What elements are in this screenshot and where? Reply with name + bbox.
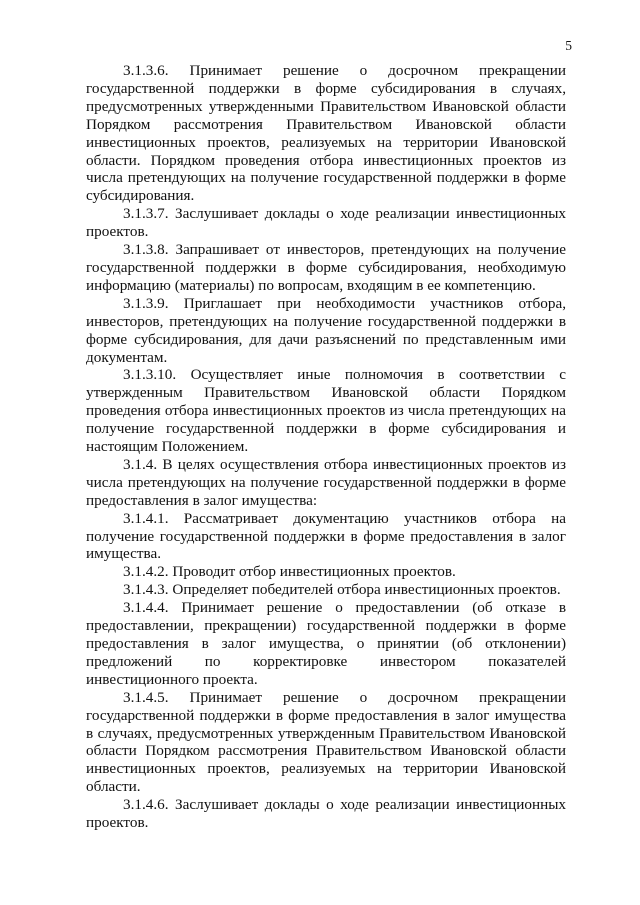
paragraph-3-1-4-2: 3.1.4.2. Проводит отбор инвестиционных проектов. bbox=[123, 563, 456, 581]
paragraph-3-1-3-10: 3.1.3.10. Осуществляет иные полномочия в соответствии с утвержденным Правительством Ивановской области Порядком проведения отбора инвестиционных проектов из числа претендующих на получение государственной поддержки в форме субсидирования и настоящим Положением. bbox=[86, 366, 566, 456]
paragraph-3-1-3-7: 3.1.3.7. Заслушивает доклады о ходе реализации инвестиционных проектов. bbox=[86, 205, 566, 241]
document-body bbox=[86, 62, 566, 832]
paragraph-3-1-3-8: 3.1.3.8. Запрашивает от инвесторов, претендующих на получение государственной поддержки в форме субсидирования, необходимую информацию (материалы) по вопросам, входящим в ее компетенцию. bbox=[86, 241, 566, 294]
paragraph-3-1-4-5: 3.1.4.5. Принимает решение о досрочном прекращении государственной поддержки в форме предоставления в залог имущества в случаях, предусмотренных утвержденным Правительством Ивановской области Порядком рассмотрения Правительством Ивановской области инвестиционных проектов, реализуемых на территории Ивановской области. bbox=[86, 688, 566, 796]
paragraph-3-1-3-9: 3.1.3.9. Приглашает при необходимости участников отбора, инвесторов, претендующих на получение государственной поддержки в форме субсидирования, для дачи разъяснений по представленным ими документам. bbox=[86, 294, 566, 366]
paragraph-3-1-4: 3.1.4. В целях осуществления отбора инвестиционных проектов из числа претендующих на получение государственной поддержки в форме предоставления в залог имущества: bbox=[86, 455, 566, 509]
paragraph-3-1-4-1: 3.1.4.1. Рассматривает документацию участников отбора на получение государственной поддержки в форме предоставления в залог имущества. bbox=[86, 509, 566, 563]
page-number: 5 bbox=[565, 38, 572, 53]
paragraph-3-1-4-3: 3.1.4.3. Определяет победителей отбора инвестиционных проектов. bbox=[123, 581, 561, 599]
paragraph-3-1-3-6: 3.1.3.6. Принимает решение о досрочном прекращении государственной поддержки в форме субсидирования в случаях, предусмотренных утвержденными Правительством Ивановской области Порядком рассмотрения Правительством Ивановской области инвестиционных проектов, реализуемых на территории Ивановской области. Порядком проведения отбора инвестиционных проектов из числа претендующих на получение государственной поддержки в форме субсидирования. bbox=[86, 62, 566, 205]
paragraph-3-1-4-4: 3.1.4.4. Принимает решение о предоставлении (об отказе в предоставлении, прекращении) государственной поддержки в форме предоставления в залог имущества, о принятии (об отклонении) предложений по корректировке инвестором показателей инвестиционного проекта. bbox=[86, 599, 566, 688]
paragraph-3-1-4-6: 3.1.4.6. Заслушивает доклады о ходе реализации инвестиционных проектов. bbox=[86, 796, 566, 832]
